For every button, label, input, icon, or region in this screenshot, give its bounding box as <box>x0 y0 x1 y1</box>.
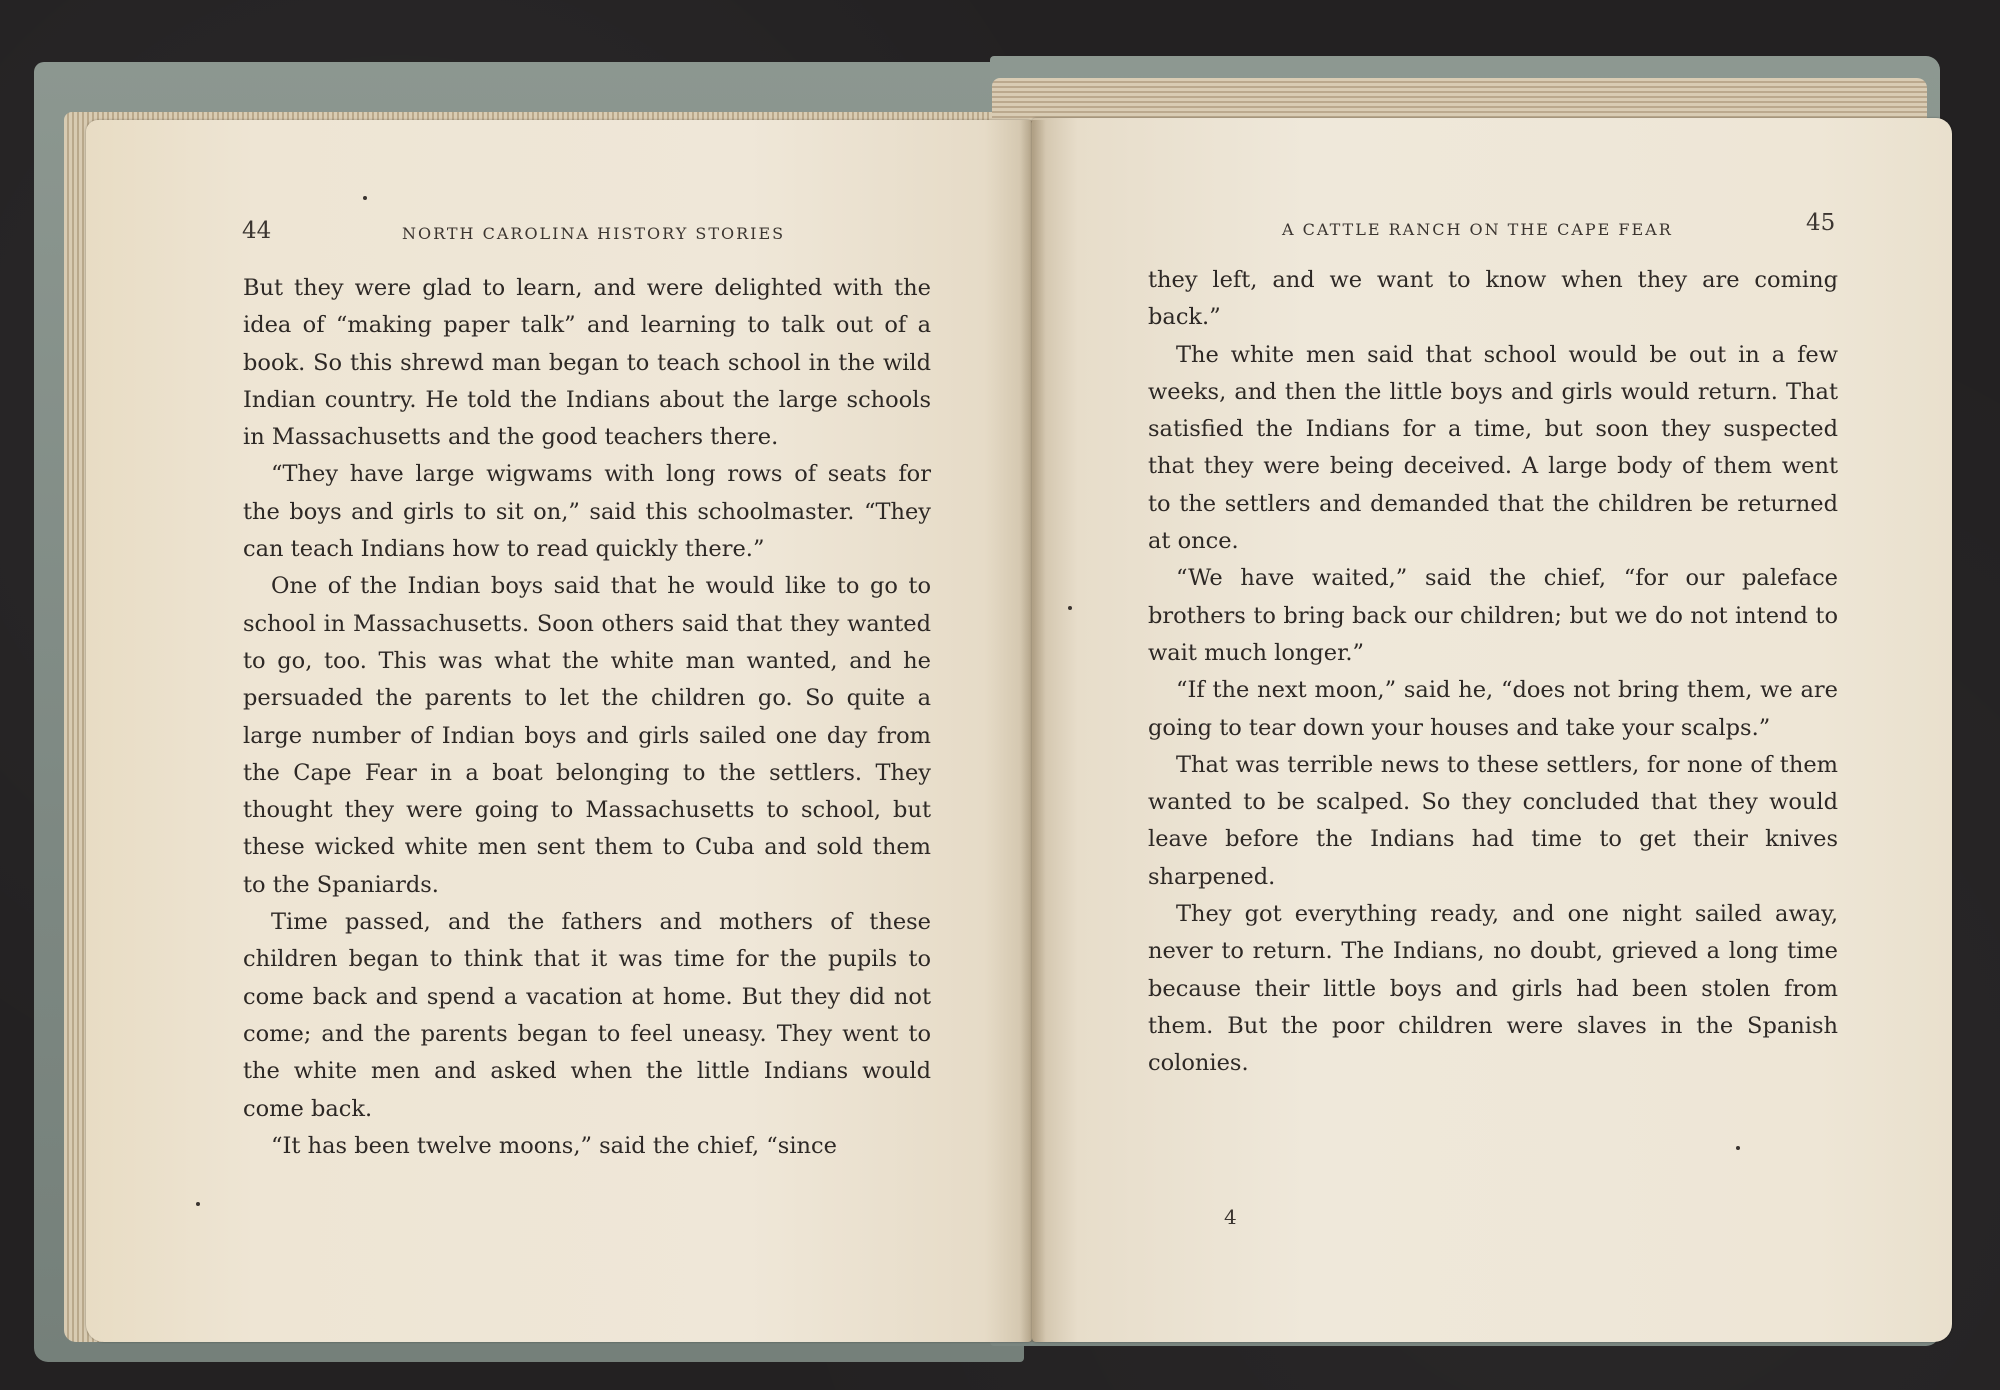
paragraph: The white men said that school would be out in a few weeks, and then the little boys and girls would return. That satisfied the Indians for a time, but soon they suspected that they were being deceived. A large body of them went to the settlers and demanded that the children be returned at once. <box>1148 341 1838 555</box>
signature-mark: 4 <box>1224 1205 1237 1229</box>
paragraph: That was terrible news to these settlers, for none of them wanted to be scalped. So they concluded that they would leave before the Indians had time to get their knives sharpened. <box>1148 751 1838 890</box>
paragraph: But they were glad to learn, and were delighted with the idea of “making paper talk” and learning to talk out of a book. So this shrewd man began to teach school in the wild Indian country. He told the Indians about the large schools in Massachusetts and the good teachers there. <box>243 275 931 451</box>
book-gutter <box>1020 120 1046 1342</box>
left-page-number: 44 <box>242 218 272 244</box>
paragraph: One of the Indian boys said that he would like to go to school in Massachusetts. Soon others said that they wanted to go, too. This was what the white man wanted, and he persuaded the parents to let the children go. So quite a large number of Indian boys and girls sailed one day from the Cape Fear in a boat belonging to the settlers. They thought they were going to Massachusetts to school, but these wicked white men sent them to Cuba and sold them to the Spaniards. <box>243 573 931 898</box>
paragraph: “We have waited,” said the chief, “for our paleface brothers to bring back our children; but we do not intend to wait much longer.” <box>1148 565 1838 666</box>
paper-speck <box>1736 1146 1740 1150</box>
left-page-text <box>243 270 931 1165</box>
right-page-number: 45 <box>1806 210 1836 236</box>
paragraph: They got everything ready, and one night sailed away, never to return. The Indians, no doubt, grieved a long time because their little boys and girls had been stolen from them. But the poor children were slaves in the Spanish colonies. <box>1148 901 1838 1077</box>
paragraph: Time passed, and the fathers and mothers of these children began to think that it was time for the pupils to come back and spend a vacation at home. But they did not come; and the parents began to feel uneasy. They went to the white men and asked when the little Indians would come back. <box>243 909 931 1122</box>
paragraph: “If the next moon,” said he, “does not bring them, we are going to tear down your houses and take your scalps.” <box>1148 677 1838 741</box>
paper-speck <box>196 1202 200 1206</box>
paragraph: they left, and we want to know when they are coming back.” <box>1148 267 1838 331</box>
paragraph: “They have large wigwams with long rows of seats for the boys and girls to sit on,” said this schoolmaster. “They can teach Indians how to read quickly there.” <box>243 461 931 563</box>
right-page-text <box>1148 262 1838 1083</box>
left-running-title: NORTH CAROLINA HISTORY STORIES <box>402 224 786 243</box>
right-running-title: A CATTLE RANCH ON THE CAPE FEAR <box>1282 220 1673 239</box>
paper-speck <box>1068 606 1072 610</box>
paper-speck <box>363 196 367 200</box>
paragraph: “It has been twelve moons,” said the chief, “since <box>271 1132 837 1159</box>
